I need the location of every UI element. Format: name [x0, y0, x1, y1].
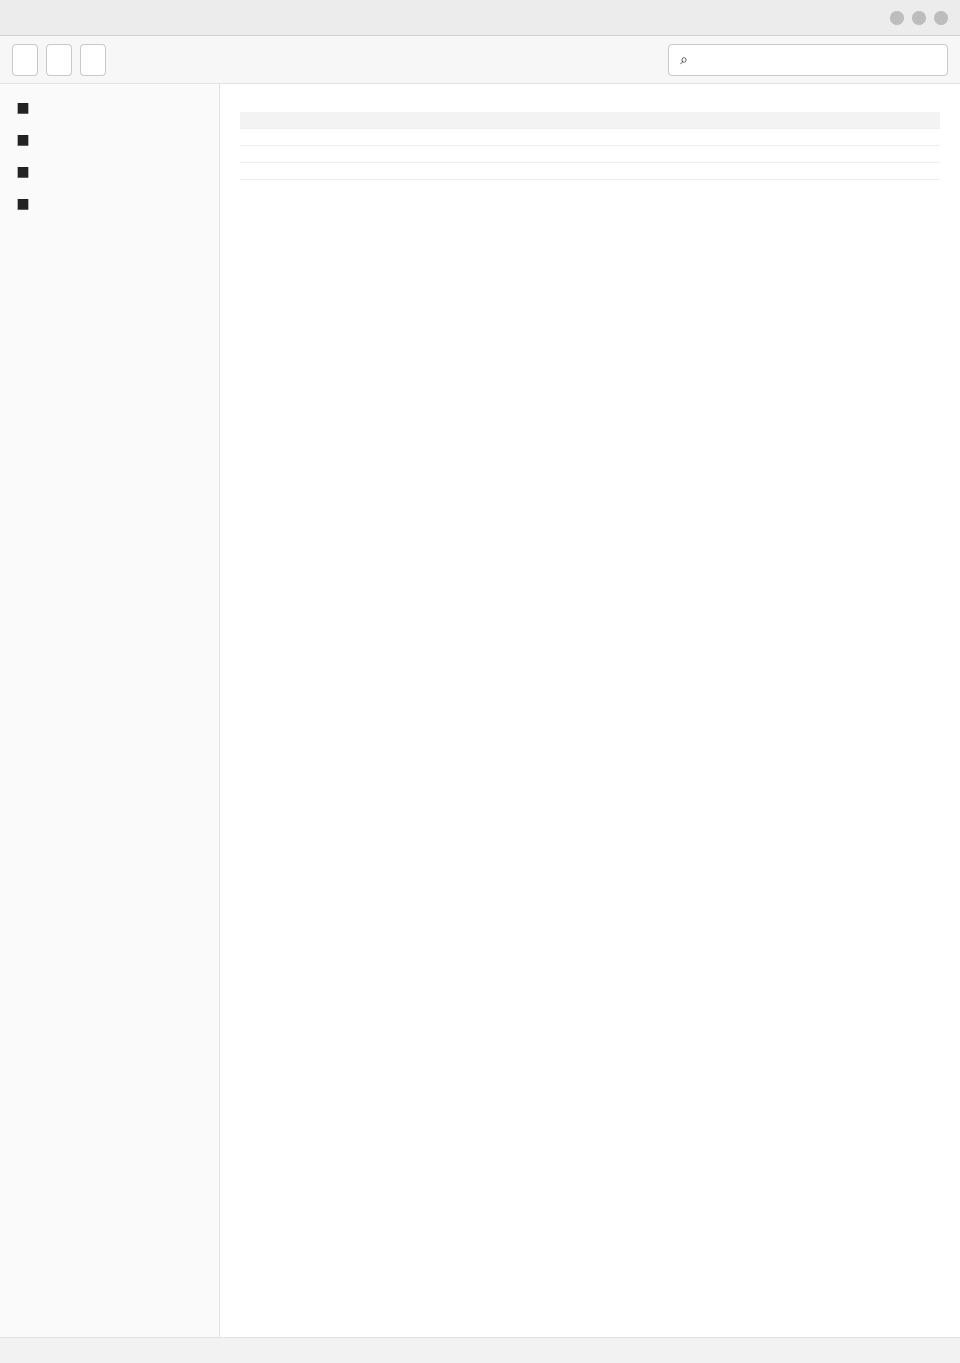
title-bar	[0, 0, 960, 36]
table-cell	[240, 163, 473, 180]
folder-icon: ■	[16, 132, 30, 148]
table-cell	[240, 146, 473, 163]
folder-icon: ■	[16, 164, 30, 180]
table-cell	[473, 163, 706, 180]
status-bar	[0, 1337, 960, 1363]
minimize-button[interactable]	[890, 11, 904, 25]
table-cell	[473, 129, 706, 146]
table-cell	[240, 129, 473, 146]
sidebar-item-4[interactable]	[0, 188, 219, 220]
table-row[interactable]	[240, 163, 940, 180]
sidebar	[0, 84, 220, 1337]
toolbar	[0, 36, 960, 84]
table-row[interactable]	[240, 146, 940, 163]
table-cell	[707, 129, 940, 146]
maximize-button[interactable]	[912, 11, 926, 25]
folder-icon: ■	[16, 100, 30, 116]
toolbar-button-2[interactable]	[46, 44, 72, 76]
table-cell	[707, 146, 940, 163]
table-cell	[707, 163, 940, 180]
column-header[interactable]	[240, 112, 473, 129]
column-header[interactable]	[473, 112, 706, 129]
column-header[interactable]	[707, 112, 940, 129]
sidebar-item-3[interactable]	[0, 156, 219, 188]
search-icon: ⌕	[680, 51, 688, 68]
search-input[interactable]	[697, 52, 939, 67]
toolbar-button-1[interactable]	[12, 44, 38, 76]
table-cell	[473, 146, 706, 163]
sidebar-item-2[interactable]	[0, 124, 219, 156]
folder-icon: ■	[16, 196, 30, 212]
close-button[interactable]	[934, 11, 948, 25]
table-header-row	[240, 112, 940, 129]
content-area	[0, 84, 960, 1337]
toolbar-button-3[interactable]	[80, 44, 106, 76]
table-row[interactable]	[240, 129, 940, 146]
sidebar-item-1[interactable]	[0, 92, 219, 124]
data-table	[240, 112, 940, 180]
window-controls	[890, 11, 948, 25]
main-panel	[220, 84, 960, 1337]
search-box[interactable]	[668, 44, 948, 76]
